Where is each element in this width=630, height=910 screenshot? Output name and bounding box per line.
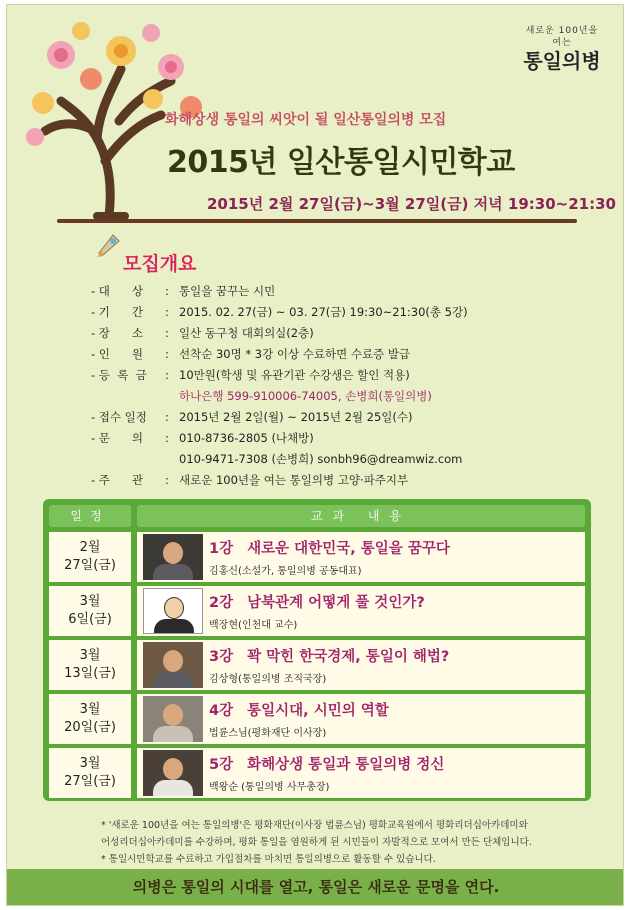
info-row-target: - 대 상 : 통일을 꿈꾸는 시민 (91, 281, 591, 302)
info-value: 선착순 30명 * 3강 이상 수료하면 수료증 발급 (179, 347, 411, 361)
lecturer-name: 김홍신(소설가, 통일의병 공동대표) (209, 566, 362, 577)
contact-secondary: 010-9471-7308 (손병희) sonbh96@dreamwiz.com (179, 452, 463, 466)
note-line: * '새로운 100년을 여는 통일의병'은 평화재단(이사장 법륜스님) 평화교육원에서 평화리더십아카데미와 (101, 820, 528, 831)
info-row-contact2 (91, 449, 591, 470)
divider (57, 219, 577, 223)
schedule-date: 3월 6일(금) (49, 586, 131, 636)
info-value: 새로운 100년을 여는 통일의병 고양·파주지부 (179, 473, 409, 487)
page-title: 2015년 일산통일시민학교 (167, 145, 515, 180)
info-label: - 장 소 (91, 326, 143, 340)
info-label: - 기 간 (91, 305, 143, 319)
logo (521, 25, 603, 75)
info-value: 통일을 꿈꾸는 시민 (179, 284, 276, 298)
info-value: 2015년 2월 2일(월) ~ 2015년 2월 25일(수) (179, 410, 413, 424)
schedule-row (49, 694, 585, 744)
info-value: 10만원(학생 및 유관기관 수강생은 할인 적용) (179, 368, 410, 382)
lecturer-photo (143, 696, 203, 742)
logo-name: 통일의병 (523, 49, 601, 73)
schedule-header (49, 505, 585, 527)
schedule-content (137, 748, 585, 798)
info-row-place: - 장 소 : 일산 동구청 대회의실(2층) (91, 323, 591, 344)
date-line: 2015년 2월 27일(금)~3월 27일(금) 저녁 19:30~21:30 (207, 195, 616, 213)
footer-slogan: 의병은 통일의 시대를 열고, 통일은 새로운 문명을 연다. (7, 869, 624, 905)
lecture-title: 1강 새로운 대한민국, 통일을 꿈꾸다 (209, 541, 450, 557)
schedule-date: 2월 27일(금) (49, 532, 131, 582)
schedule-content (137, 586, 585, 636)
schedule-header-content: 교과 내용 (137, 505, 585, 527)
bank-account: 하나은행 599-910006-74005, 손병희(통일의병) (179, 389, 432, 403)
lecturer-name: 김상형(통일의병 조직국장) (209, 674, 327, 685)
lecturer-photo (143, 750, 203, 796)
lecture-title: 4강 통일시대, 시민의 역할 (209, 703, 389, 719)
lecturer-photo (143, 588, 203, 634)
info-label: - 인 원 (91, 347, 143, 361)
subtitle: 화해상생 통일의 씨앗이 될 일산통일의병 모집 (165, 112, 447, 128)
lecturer-photo (143, 534, 203, 580)
schedule-content (137, 532, 585, 582)
info-label: - 접수 일정 (91, 410, 147, 424)
info-label: - 대 상 (91, 284, 143, 298)
info-label: - 등 록 금 (91, 368, 147, 382)
schedule-date: 3월 13일(금) (49, 640, 131, 690)
schedule-row (49, 748, 585, 798)
schedule-row (49, 532, 585, 582)
lecturer-name: 백왕순 (통일의병 사무총장) (209, 782, 330, 793)
lecture-title: 5강 화해상생 통일과 통일의병 정신 (209, 757, 445, 773)
info-row-capacity: - 인 원 : 선착순 30명 * 3강 이상 수료하면 수료증 발급 (91, 344, 591, 365)
info-label: - 문 의 (91, 431, 143, 445)
info-value: 일산 동구청 대회의실(2층) (179, 326, 314, 340)
info-row-organizer: - 주 관 : 새로운 100년을 여는 통일의병 고양·파주지부 (91, 470, 591, 491)
lecture-title: 3강 꽉 막힌 한국경제, 통일이 해법? (209, 649, 450, 665)
schedule-content (137, 694, 585, 744)
info-row-fee: - 등 록 금 : 10만원(학생 및 유관기관 수강생은 할인 적용) (91, 365, 591, 386)
info-row-contact: - 문 의 : 010-8736-2805 (나채방) (91, 428, 591, 449)
lecture-title: 2강 남북관계 어떻게 풀 것인가? (209, 595, 425, 611)
schedule-row (49, 640, 585, 690)
notes (101, 817, 601, 868)
poster (6, 4, 624, 906)
schedule-table (43, 499, 591, 801)
info-label: - 주 관 (91, 473, 143, 487)
rocket-icon (93, 227, 125, 259)
info-row-bank (91, 386, 591, 407)
schedule-content (137, 640, 585, 690)
info-value: 010-8736-2805 (나채방) (179, 431, 314, 445)
note-line: 어성리더십아카데미를 수강하며, 평화 통일을 염원하게 된 시민들이 자발적으로 모여서 만든 단체입니다. (101, 837, 532, 848)
note-line: * 통일시민학교를 수료하고 가입절차를 마치면 통일의병으로 활동할 수 있습니다. (101, 854, 436, 865)
lecturer-photo (143, 642, 203, 688)
schedule-date: 3월 27일(금) (49, 748, 131, 798)
info-value: 2015. 02. 27(금) ~ 03. 27(금) 19:30~21:30(총 5강) (179, 305, 468, 319)
schedule-row (49, 586, 585, 636)
info-list (91, 281, 591, 491)
section-title: 모집개요 (123, 253, 197, 275)
info-row-registration: - 접수 일정 : 2015년 2월 2일(월) ~ 2015년 2월 25일(수) (91, 407, 591, 428)
lecturer-name: 법륜스님(평화재단 이사장) (209, 728, 327, 739)
lecturer-name: 백장현(인천대 교수) (209, 620, 298, 631)
info-row-period: - 기 간 : 2015. 02. 27(금) ~ 03. 27(금) 19:30~21:30(총 5강) (91, 302, 591, 323)
schedule-date: 3월 20일(금) (49, 694, 131, 744)
schedule-header-date: 일정 (49, 505, 131, 527)
logo-tagline: 새로운 100년을 여는 (525, 26, 599, 48)
